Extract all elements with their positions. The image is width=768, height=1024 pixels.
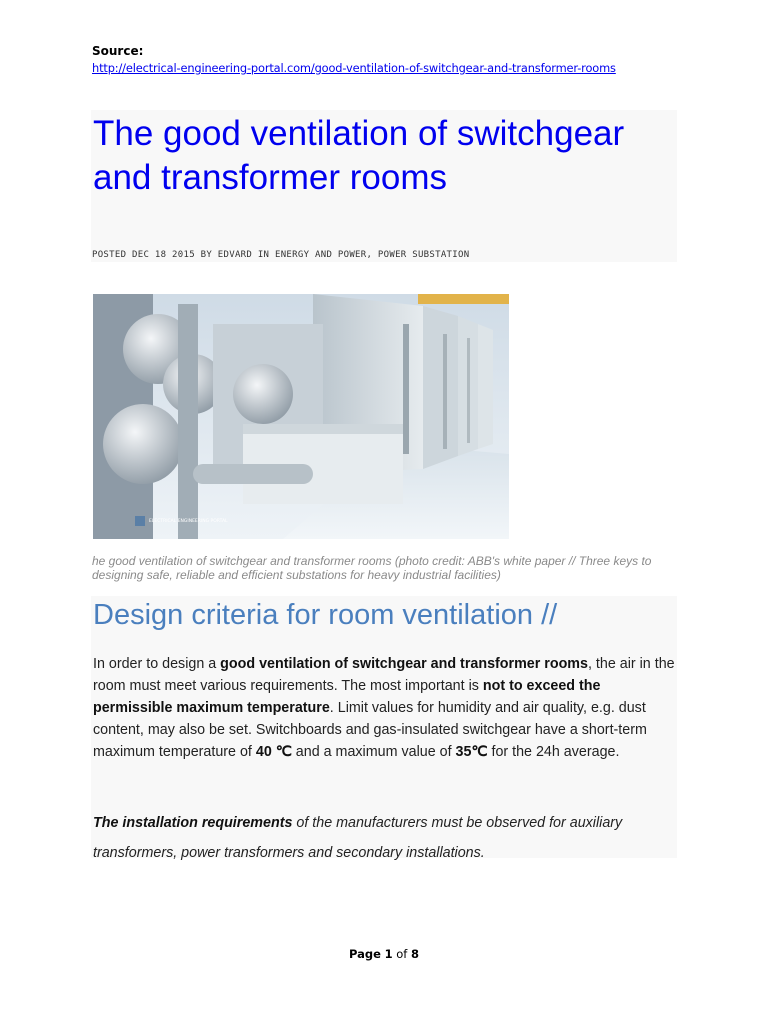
page-of: of [396,947,408,961]
section-title: Design criteria for room ventilation // [93,599,558,631]
article-section [91,596,677,861]
article-title: The good ventilation of switchgear and transformer rooms [93,114,625,197]
para-run: and a maximum value of [291,744,456,760]
para-run: . Limit values for humidity and air quality, e.g. dust content, may also be set. Switchboards and gas-insulated switchgear have a short-term maximum temperature of [93,700,647,760]
photo-caption: he good ventilation of switchgear and transformer rooms (photo credit: ABB's white paper // Three keys to designing safe, reliable and efficient substations for heavy industrial facilities) [92,554,652,582]
section-paragraph [93,653,675,763]
installation-note-text: of the manufacturers must be observed for auxiliary transformers, power transformers and secondary installations. [93,815,623,861]
para-run-bold: good ventilation of switchgear and transformer rooms [220,656,588,672]
para-run-bold: not to exceed the permissible maximum temperature [93,678,601,716]
source-label: Source: [92,44,144,58]
page-word: Page [348,947,381,961]
article-header [91,110,677,262]
para-run-bold: 35℃ [455,744,488,760]
switchgear-photo [93,294,509,539]
page-current: 1 [384,947,393,961]
page-total: 8 [410,947,419,961]
source-link[interactable]: http://electrical-engineering-portal.com/good-ventilation-of-switchgear-and-transformer-rooms [92,61,616,75]
photo-logo: ELECTRICAL ENGINEERING PORTAL [149,519,228,524]
para-run: for the 24h average. [487,744,620,760]
installation-note [93,808,675,868]
para-run: In order to design a [93,656,221,672]
para-run-bold: 40 ℃ [255,744,292,760]
installation-note-strong: The installation requirements [93,815,293,831]
post-meta: POSTED DEC 18 2015 BY EDVARD IN ENERGY AND POWER, POWER SUBSTATION [92,250,470,260]
page-number [0,947,768,961]
para-run: , the air in the room must meet various requirements. The most important is [93,656,675,694]
